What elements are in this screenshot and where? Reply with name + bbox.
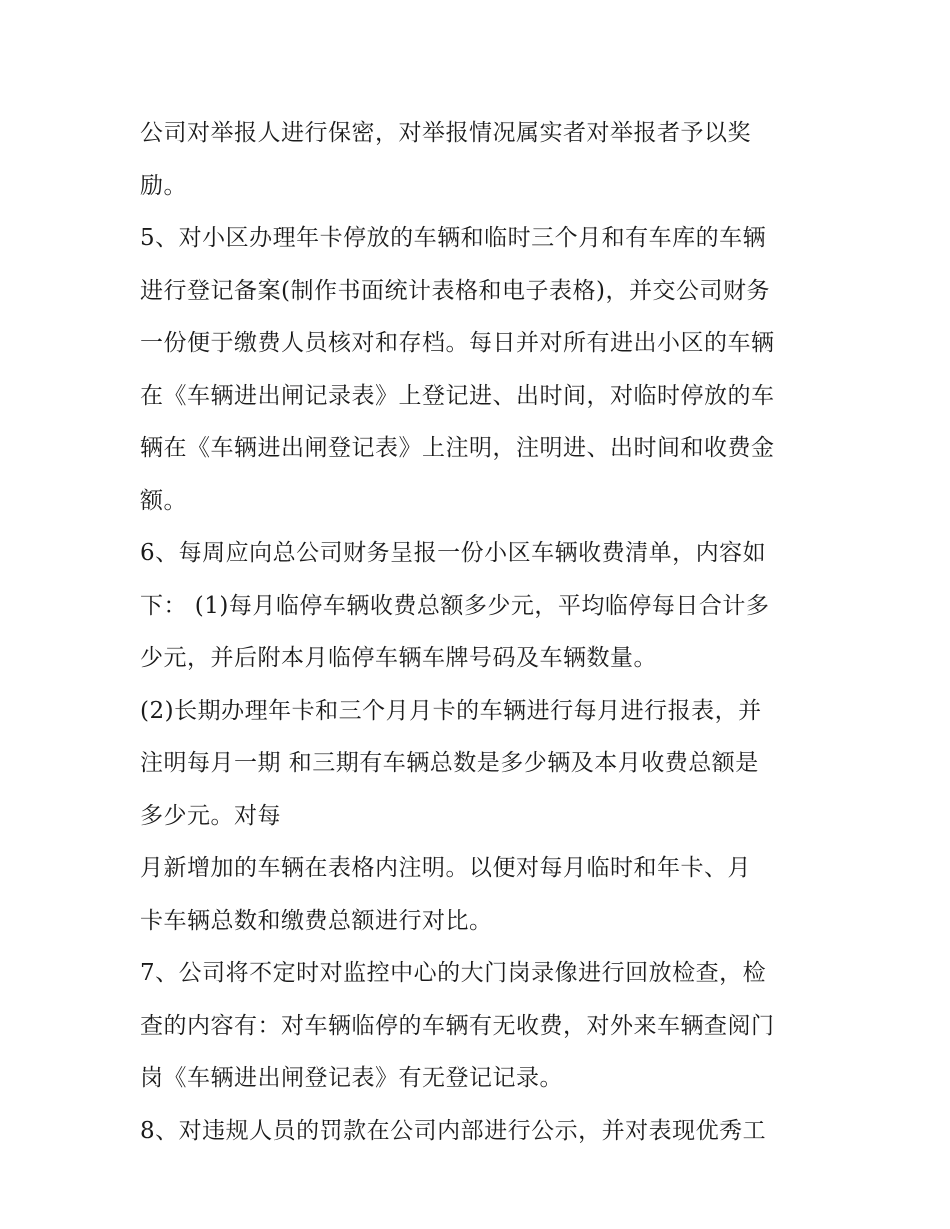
text-line: 在《车辆进出闸记录表》上登记进、出时间，对临时停放的车 [140, 382, 775, 409]
text-line: 6、每周应向总公司财务呈报一份小区车辆收费清单，内容如 [140, 540, 767, 566]
text-line: 月新增加的车辆在表格内注明。以便对每月临时和年卡、月 [140, 855, 751, 881]
text-line: 8、对违规人员的罚款在公司内部进行公示，并对表现优秀工 [140, 1117, 767, 1144]
text-line: 额。 [140, 487, 187, 514]
text-line: 岗《车辆进出闸登记表》有无登记记录。 [140, 1065, 563, 1091]
text-line: 下： (1)每月临停车辆收费总额多少元，平均临停每日合计多 [140, 592, 770, 619]
text-line: 卡车辆总数和缴费总额进行对比。 [140, 907, 493, 934]
text-line: 辆在《车辆进出闸登记表》上注明，注明进、出时间和收费金 [140, 435, 775, 461]
text-line: 少元，并后附本月临停车辆车牌号码及车辆数量。 [140, 645, 657, 671]
text-line: 7、公司将不定时对监控中心的大门岗录像进行回放检查，检 [140, 960, 767, 986]
text-line: 查的内容有：对车辆临停的车辆有无收费，对外来车辆查阅门 [140, 1012, 775, 1039]
text-line: 5、对小区办理年卡停放的车辆和临时三个月和有车库的车辆 [140, 225, 767, 251]
document-body [140, 107, 820, 1157]
text-line: 多少元。对每 [140, 802, 281, 829]
text-line: 公司对举报人进行保密，对举报情况属实者对举报者予以奖 [140, 120, 751, 146]
text-line: 励。 [140, 172, 187, 199]
text-line: 一份便于缴费人员核对和存档。每日并对所有进出小区的车辆 [140, 330, 775, 356]
text-line: 注明每月一期 和三期有车辆总数是多少辆及本月收费总额是 [140, 750, 759, 776]
text-line: (2)长期办理年卡和三个月月卡的车辆进行每月进行报表，并 [140, 697, 762, 724]
text-line: 进行登记备案(制作书面统计表格和电子表格)，并交公司财务 [140, 277, 770, 304]
